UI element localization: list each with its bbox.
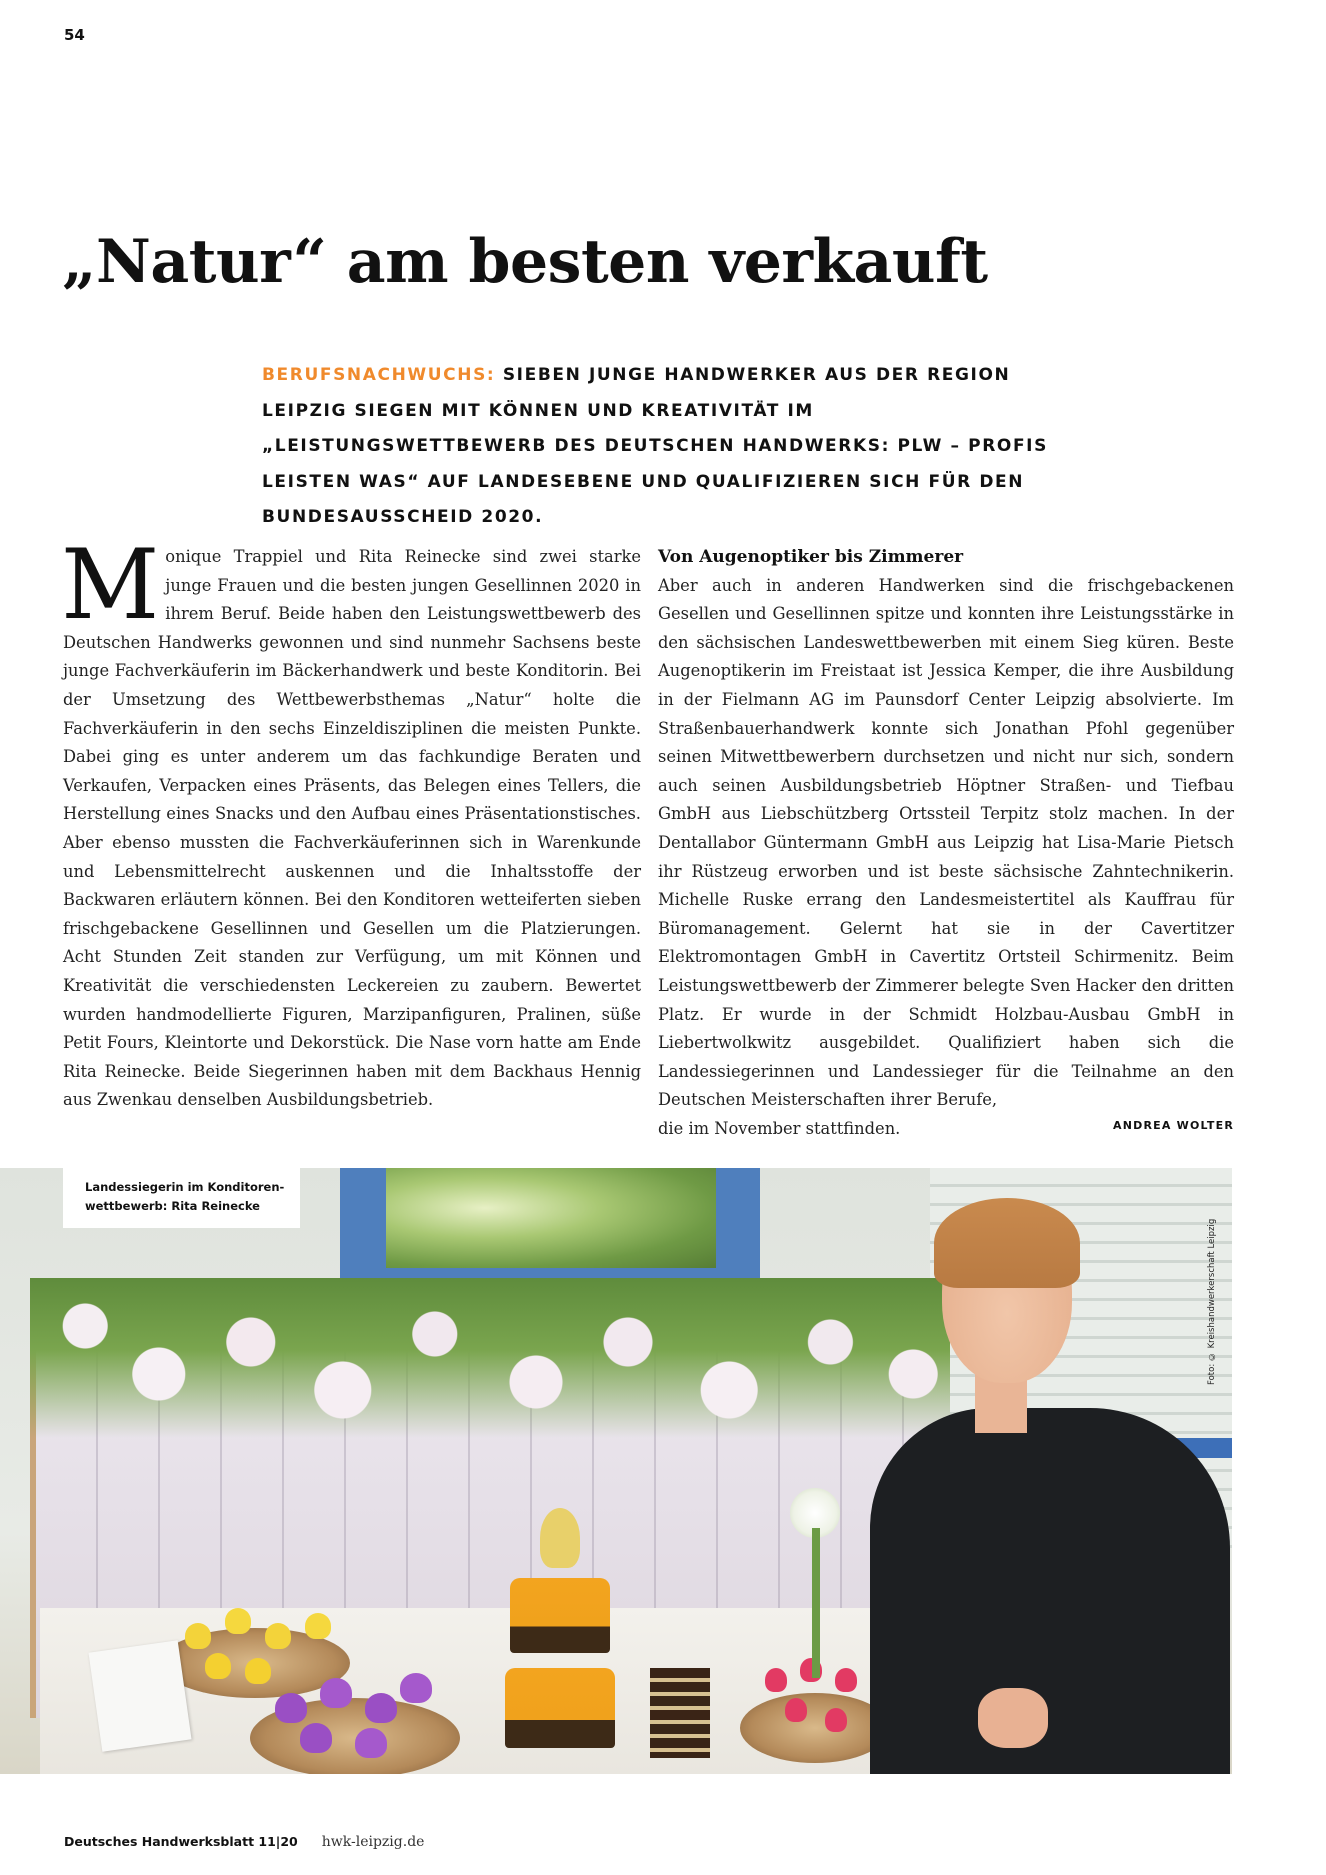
photo-flower-garland [30,1278,950,1438]
photo-pastry-red [765,1668,787,1692]
photo-person-hand [978,1688,1048,1748]
photo-pastry-purple [365,1693,397,1723]
article-deck [262,358,1082,536]
drop-cap: M [61,529,160,641]
photo-flower-stem [812,1528,820,1678]
page-number: 54 [64,26,85,44]
photo-sugar-flower-showpiece [540,1508,580,1568]
author-byline: ANDREA WOLTER [1113,1118,1234,1132]
deck-kicker: BERUFSNACHWUCHS: [262,365,496,385]
photo-orange-cake [505,1668,615,1748]
closing-line [658,1115,1234,1144]
page-footer [64,1834,424,1850]
photo-pastry-red [825,1708,847,1732]
photo-window-greenery [386,1168,716,1268]
photo-wood-slice [740,1693,890,1763]
photo-pastry-purple [400,1673,432,1703]
photo-pastry-yellow [245,1658,271,1684]
right-column-body: Aber auch in anderen Handwerken sind die frischgebackenen Gesellen und Gesellinnen spitze und konnten ihre Leistungsstärke in den sächsischen Landeswettbewerben mit einem Sieg küren. Beste Augenoptikerin im Freistaat ist Jessica Kemper, die ihre Ausbildung in der Fielmann AG im Paunsdorf Center Leipzig absolvierte. Im Straßenbauerhandwerk konnte sich Jonathan Pfohl gegenüber seinen Mitwettbewerbern durchsetzen und nicht nur sich, sondern auch seinen Ausbildungsbetrieb Höptner Straßen- und Tiefbau GmbH aus Liebschützberg Ortssteil Terpitz stolz machen. In der Dentallabor Güntermann GmbH aus Leipzig hat Lisa-Marie Pietsch ihr Rüstzeug erworben und ist beste sächsische Zahntechnikerin. Michelle Ruske errang den Landesmeistertitel als Kauffrau für Büromanagement. Gelernt hat sie in der Cavertitzer Elektromontagen GmbH in Cavertitz Ortsteil Schirmenitz. Beim Leistungswettbewerb der Zimmerer belegte Sven Hacker den dritten Platz. Er wurde in der Schmidt Holzbau-Ausbau GmbH in Liebertwolkwitz ausgebildet. Qualifiziert haben sich die Landessiegerinnen und Landessieger für die Teilnahme an den Deutschen Meisterschaften ihrer Berufe, [658,575,1234,1110]
right-column-last-line: die im November stattfinden. [658,1118,901,1138]
article-photo [0,1168,1232,1774]
photo-pastry-yellow [225,1608,251,1634]
article-headline: „Natur“ am besten verkauft [62,227,988,297]
photo-pastry-yellow [265,1623,291,1649]
website-link[interactable]: hwk-leipzig.de [321,1834,425,1850]
left-column-body: onique Trappiel und Rita Reinecke sind zwei starke junge Frauen und die besten jungen Gesellinnen 2020 in ihrem Beruf. Beide haben den Leistungswettbewerb des Deutschen Handwerks gewonnen und sind nunmehr Sachsens beste junge Fachverkäuferin im Bäckerhandwerk und beste Konditorin. Bei der Umsetzung des Wettbewerbsthemas „Natur“ holte die Fachverkäuferin in den sechs Einzeldisziplinen die meisten Punkte. Dabei ging es unter anderem um das fachkundige Beraten und Verkaufen, Verpacken eines Präsents, das Belegen eines Tellers, die Herstellung eines Snacks und den Aufbau eines Präsentationstisches. Aber ebenso mussten die Fachverkäuferinnen sich in Warenkunde und Lebensmittelrecht auskennen und die Inhaltsstoffe der Backwaren erläutern können. Bei den Konditoren wetteiferten sieben frischgebackene Gesellinnen und Gesellen um die Platzierungen. Acht Stunden Zeit standen zur Verfügung, um mit Können und Kreativität die verschiedensten Leckereien zu zaubern. Bewertet wurden handmodellierte Figuren, Marzipanfiguren, Pralinen, süße Petit Fours, Kleintorte und Dekorstück. Die Nase vorn hatte am Ende Rita Reinecke. Beide Siegerinnen haben mit dem Backhaus Hennig aus Zwenkau denselben Ausbildungsbetrieb. [63,547,641,1110]
photo-pastry-red [785,1698,807,1722]
photo-pastry-purple [300,1723,332,1753]
section-subheading: Von Augenoptiker bis Zimmerer [658,547,964,567]
deck-text: SIEBEN JUNGE HANDWERKER AUS DER REGION LEIPZIG SIEGEN MIT KÖNNEN UND KREATIVITÄT IM „LEISTUNGSWETTBEWERB DES DEUTSCHEN HANDWERKS: PLW – PROFIS LEISTEN WAS“ AUF LANDESEBENE UND QUALIFIZIEREN SICH FÜR DEN BUNDESAUSSCHEID 2020. [262,365,1048,527]
photo-person-jacket [870,1408,1230,1774]
photo-pastry-purple [275,1693,307,1723]
photo-pastry-yellow [305,1613,331,1639]
photo-caption: Landessiegerin im Konditorenwettbewerb: Rita Reinecke [63,1168,300,1228]
photo-name-card [88,1640,191,1752]
photo-pralines [650,1668,710,1758]
publication-name: Deutsches Handwerksblatt 11|20 [64,1834,298,1849]
photo-pastry-purple [355,1728,387,1758]
photo-tall-cake [510,1578,610,1653]
photo-credit: Foto: © Kreishandwerkerschaft Leipzig [1207,1218,1217,1385]
photo-person-hair [934,1198,1080,1288]
article-column-right [658,543,1234,1143]
photo-pastry-yellow [185,1623,211,1649]
article-column-left [61,529,641,1115]
photo-pastry-red [835,1668,857,1692]
photo-pastry-yellow [205,1653,231,1679]
photo-pastry-purple [320,1678,352,1708]
